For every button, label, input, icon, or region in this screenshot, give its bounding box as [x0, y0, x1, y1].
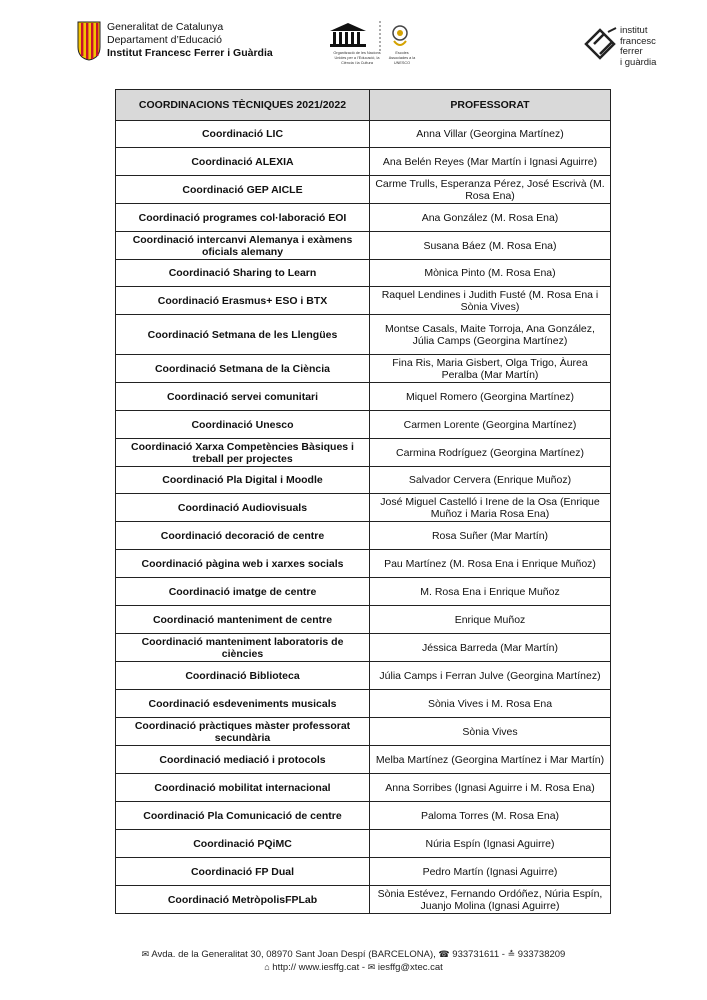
table-row [116, 746, 611, 774]
teacher-cell: Carmen Lorente (Georgina Martínez) [370, 411, 611, 439]
table-row [116, 690, 611, 718]
logo-line-4: i guàrdia [620, 56, 657, 68]
coordination-cell: Coordinació Setmana de la Ciència [116, 355, 370, 383]
coordination-cell: Coordinació Pla Comunicació de centre [116, 802, 370, 830]
coordination-cell: Coordinació pràctiques màster professorat secundària [116, 718, 370, 746]
coordination-cell: Coordinació Setmana de les Llengües [116, 315, 370, 355]
table-row [116, 467, 611, 494]
teacher-cell: José Miguel Castelló i Irene de la Osa (Enrique Muñoz i Maria Rosa Ena) [370, 494, 611, 522]
table-row [116, 383, 611, 411]
email-icon: ✉ [367, 962, 376, 972]
table-header-row [116, 90, 611, 121]
coordination-cell: Coordinació Erasmus+ ESO i BTX [116, 287, 370, 315]
coordination-cell: Coordinació mobilitat internacional [116, 774, 370, 802]
coordination-cell: Coordinació decoració de centre [116, 522, 370, 550]
teacher-cell: Rosa Suñer (Mar Martín) [370, 522, 611, 550]
coordination-cell: Coordinació programes col·laboració EOI [116, 204, 370, 232]
teacher-cell: Enrique Muñoz [370, 606, 611, 634]
teacher-cell: Pau Martínez (M. Rosa Ena i Enrique Muñoz) [370, 550, 611, 578]
table-row [116, 606, 611, 634]
table-row [116, 550, 611, 578]
department-name: Departament d’Educació [107, 34, 222, 46]
table-row [116, 522, 611, 550]
teacher-cell: Paloma Torres (M. Rosa Ena) [370, 802, 611, 830]
unesco-temple-icon [328, 21, 418, 51]
table-row [116, 774, 611, 802]
coordination-cell: Coordinació Pla Digital i Moodle [116, 467, 370, 494]
footer-contact-line: ✉ Avda. de la Generalitat 30, 08970 Sant Joan Despí (BARCELONA), ☎ 933731611 - ≛ 933738209 [141, 949, 566, 960]
table-row [116, 634, 611, 662]
teacher-cell: Ana Belén Reyes (Mar Martín i Ignasi Aguirre) [370, 148, 611, 176]
teacher-cell: Pedro Martín (Ignasi Aguirre) [370, 858, 611, 886]
coordination-cell: Coordinació pàgina web i xarxes socials [116, 550, 370, 578]
table-row [116, 830, 611, 858]
unesco-logo [328, 21, 418, 73]
coordination-cell: Coordinació Sharing to Learn [116, 260, 370, 287]
table-row [116, 260, 611, 287]
institut-logo [580, 24, 680, 68]
logo-line-2: francesc [620, 35, 656, 47]
generalitat-shield-logo [77, 21, 101, 61]
teacher-cell: Mònica Pinto (M. Rosa Ena) [370, 260, 611, 287]
teacher-cell: Carme Trulls, Esperanza Pérez, José Escrivà (M. Rosa Ena) [370, 176, 611, 204]
coordination-cell: Coordinació Xarxa Competències Bàsiques i treball per projectes [116, 439, 370, 467]
teacher-cell: Montse Casals, Maite Torroja, Ana González, Júlia Camps (Georgina Martínez) [370, 315, 611, 355]
coordination-cell: Coordinació MetròpolisFPLab [116, 886, 370, 914]
teacher-cell: Carmina Rodríguez (Georgina Martínez) [370, 439, 611, 467]
table-row [116, 204, 611, 232]
table-row [116, 886, 611, 914]
coordination-cell: Coordinació GEP AICLE [116, 176, 370, 204]
header-coordinations: COORDINACIONS TÈCNIQUES 2021/2022 [116, 90, 370, 121]
unesco-schools-caption: Escoles Associades a la UNESCO [388, 51, 416, 65]
header-teachers: PROFESSORAT [370, 90, 611, 121]
logo-line-1: institut [620, 25, 648, 36]
footer-fax: 933738209 [517, 949, 566, 960]
coordination-cell: Coordinació Unesco [116, 411, 370, 439]
coordination-cell: Coordinació FP Dual [116, 858, 370, 886]
table-row [116, 662, 611, 690]
teacher-cell: Jéssica Barreda (Mar Martín) [370, 634, 611, 662]
teacher-cell: Miquel Romero (Georgina Martínez) [370, 383, 611, 411]
teacher-cell: M. Rosa Ena i Enrique Muñoz [370, 578, 611, 606]
teacher-cell: Anna Sorribes (Ignasi Aguirre i M. Rosa Ena) [370, 774, 611, 802]
footer-email[interactable]: iesffg@xtec.cat [377, 962, 443, 973]
coordination-cell: Coordinació PQiMC [116, 830, 370, 858]
table-row [116, 148, 611, 176]
coordination-cell: Coordinació intercanvi Alemanya i exàmens oficials alemany [116, 232, 370, 260]
coordination-cell: Coordinació servei comunitari [116, 383, 370, 411]
teacher-cell: Núria Espín (Ignasi Aguirre) [370, 830, 611, 858]
teacher-cell: Sònia Estévez, Fernando Ordóñez, Núria Espín, Juanjo Molina (Ignasi Aguirre) [370, 886, 611, 914]
coordination-cell: Coordinació LIC [116, 121, 370, 148]
teacher-cell: Sònia Vives [370, 718, 611, 746]
footer-web-line: ⌂ http:// www.iesffg.cat - ✉ iesffg@xtec.cat [264, 962, 443, 973]
table-row [116, 287, 611, 315]
coordination-cell: Coordinació manteniment de centre [116, 606, 370, 634]
teacher-cell: Fina Ris, Maria Gisbert, Olga Trigo, Àurea Peralba (Mar Martín) [370, 355, 611, 383]
envelope-icon: ✉ [141, 949, 150, 959]
table-row [116, 718, 611, 746]
page-footer [0, 948, 707, 974]
coordination-cell: Coordinació imatge de centre [116, 578, 370, 606]
table-row [116, 494, 611, 522]
teacher-cell: Raquel Lendines i Judith Fusté (M. Rosa Ena i Sònia Vives) [370, 287, 611, 315]
institute-name: Institut Francesc Ferrer i Guàrdia [107, 47, 273, 59]
logo-line-3: ferrer [620, 46, 643, 57]
teacher-cell: Melba Martínez (Georgina Martínez i Mar Martín) [370, 746, 611, 774]
table-row [116, 578, 611, 606]
teacher-cell: Salvador Cervera (Enrique Muñoz) [370, 467, 611, 494]
table-row [116, 232, 611, 260]
table-row [116, 355, 611, 383]
table-row [116, 411, 611, 439]
teacher-cell: Susana Báez (M. Rosa Ena) [370, 232, 611, 260]
footer-web[interactable]: http:// www.iesffg.cat [272, 962, 360, 973]
table-row [116, 315, 611, 355]
institut-logo-text [620, 26, 656, 68]
coordination-cell: Coordinació Audiovisuals [116, 494, 370, 522]
fax-icon: ≛ [507, 949, 516, 959]
coordination-cell: Coordinació mediació i protocols [116, 746, 370, 774]
table-row [116, 176, 611, 204]
unesco-caption: Organització de les Nacions Unides per a l’Educació, la Ciència i la Cultura [333, 51, 381, 65]
generalitat-name: Generalitat de Catalunya [107, 21, 224, 33]
teacher-cell: Júlia Camps i Ferran Julve (Georgina Martínez) [370, 662, 611, 690]
coordination-cell: Coordinació esdeveniments musicals [116, 690, 370, 718]
teacher-cell: Anna Villar (Georgina Martínez) [370, 121, 611, 148]
footer-phone: 933731611 [452, 949, 500, 960]
table-row [116, 858, 611, 886]
coordination-cell: Coordinació Biblioteca [116, 662, 370, 690]
generalitat-header [77, 21, 273, 71]
table-row [116, 802, 611, 830]
footer-address: Avda. de la Generalitat 30, 08970 Sant Joan Despí (BARCELONA), [151, 949, 436, 960]
web-icon: ⌂ [264, 962, 270, 972]
table-row [116, 121, 611, 148]
teacher-cell: Sònia Vives i M. Rosa Ena [370, 690, 611, 718]
coordination-cell: Coordinació ALEXIA [116, 148, 370, 176]
table-row [116, 439, 611, 467]
phone-icon: ☎ [438, 949, 450, 959]
institut-emblem-icon [580, 24, 620, 64]
teacher-cell: Ana González (M. Rosa Ena) [370, 204, 611, 232]
coordination-cell: Coordinació manteniment laboratoris de ciències [116, 634, 370, 662]
coordinations-table [115, 89, 611, 914]
